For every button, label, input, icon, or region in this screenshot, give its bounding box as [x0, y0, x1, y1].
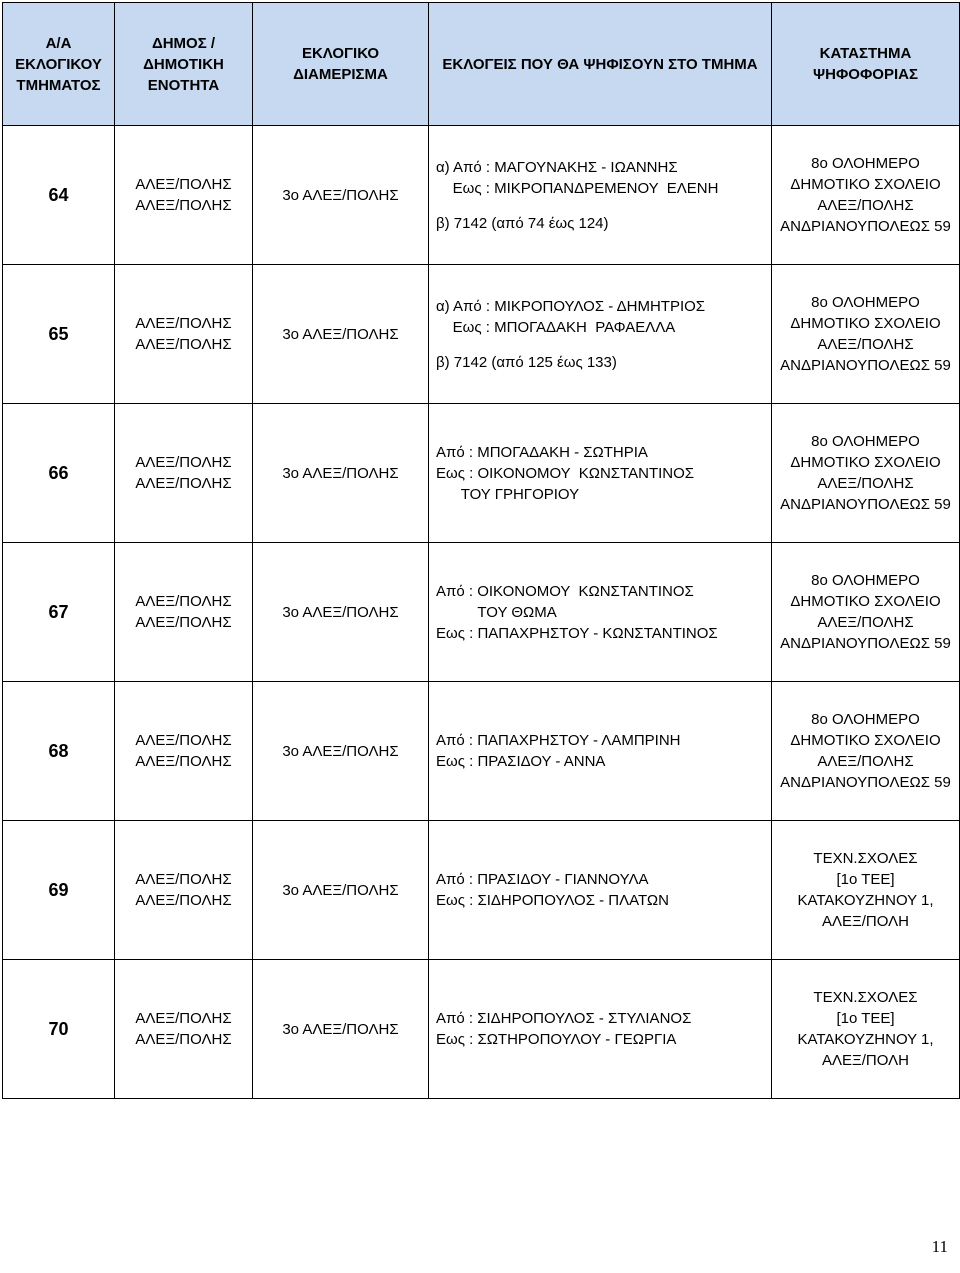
header-text: ΔΙΑΜΕΡΙΣΜΑ	[293, 66, 388, 83]
voters-line: α) Από : ΜΑΓΟΥΝΑΚΗΣ - ΙΩΑΝΝΗΣ	[436, 158, 678, 176]
voters-line: Εως : ΜΠΟΓΑΔΑΚΗ ΡΑΦΑΕΛΛΑ	[436, 318, 676, 336]
voters-line: Από : ΠΑΠΑΧΡΗΣΤΟΥ - ΛΑΜΠΡΙΝΗ	[436, 732, 681, 749]
electoral-district: 3ο ΑΛΕΞ/ΠΟΛΗΣ	[253, 960, 429, 1099]
voters-line: Εως : ΠΡΑΣΙΔΟΥ - ΑΝΝΑ	[436, 753, 606, 770]
polling-station-line: ΑΛΕΞ/ΠΟΛΗ	[821, 1052, 910, 1069]
polling-station-line: ΑΝΔΡΙΑΝΟΥΠΟΛΕΩΣ 59	[780, 218, 951, 235]
electoral-district: 3ο ΑΛΕΞ/ΠΟΛΗΣ	[253, 821, 429, 960]
section-number: 70	[3, 960, 115, 1099]
polling-station	[772, 682, 960, 821]
polling-station-line: ΚΑΤΑΚΟΥΖΗΝΟΥ 1,	[797, 892, 934, 909]
municipality-line: ΑΛΕΞ/ΠΟΛΗΣ	[135, 176, 232, 193]
municipality-cell	[115, 404, 253, 543]
section-number: 68	[3, 682, 115, 821]
municipality-line: ΑΛΕΞ/ΠΟΛΗΣ	[135, 892, 232, 909]
municipality-line: ΑΛΕΞ/ΠΟΛΗΣ	[135, 1031, 232, 1048]
header-text: ΕΚΛΟΓΙΚΟ	[301, 45, 380, 62]
polling-station-line: ΑΛΕΞ/ΠΟΛΗΣ	[817, 336, 914, 353]
voters-line: Από : ΣΙΔΗΡΟΠΟΥΛΟΣ - ΣΤΥΛΙΑΝΟΣ	[436, 1010, 692, 1027]
voters-line: ΤΟΥ ΘΩΜΑ	[436, 603, 557, 621]
electoral-district: 3ο ΑΛΕΞ/ΠΟΛΗΣ	[253, 543, 429, 682]
polling-station-line: ΔΗΜΟΤΙΚΟ ΣΧΟΛΕΙΟ	[790, 732, 941, 749]
municipality-line: ΑΛΕΞ/ΠΟΛΗΣ	[135, 315, 232, 332]
table-row	[3, 126, 960, 265]
municipality-line: ΑΛΕΞ/ΠΟΛΗΣ	[135, 336, 232, 353]
header-row	[3, 3, 960, 126]
polling-stations-table	[2, 2, 960, 1099]
municipality-cell	[115, 682, 253, 821]
voters-range	[429, 543, 772, 682]
polling-station-line: 8ο ΟΛΟΗΜΕΡΟ	[811, 711, 920, 728]
voters-line: Εως : ΠΑΠΑΧΡΗΣΤΟΥ - ΚΩΝΣΤΑΝΤΙΝΟΣ	[436, 624, 718, 642]
polling-station-line: [1ο ΤΕΕ]	[836, 871, 895, 888]
header-text: ΨΗΦΟΦΟΡΙΑΣ	[813, 66, 918, 83]
municipality-cell	[115, 960, 253, 1099]
polling-station-line: ΤΕΧΝ.ΣΧΟΛΕΣ	[813, 989, 918, 1006]
header-text: ΚΑΤΑΣΤΗΜΑ	[819, 45, 912, 62]
header-text: ΕΝΟΤΗΤΑ	[147, 76, 220, 94]
voters-line: Από : ΟΙΚΟΝΟΜΟΥ ΚΩΝΣΤΑΝΤΙΝΟΣ	[436, 582, 694, 600]
header-text: ΤΜΗΜΑΤΟΣ	[16, 76, 101, 94]
electoral-district: 3ο ΑΛΕΞ/ΠΟΛΗΣ	[253, 682, 429, 821]
section-number: 65	[3, 265, 115, 404]
polling-station-line: ΑΝΔΡΙΑΝΟΥΠΟΛΕΩΣ 59	[780, 357, 951, 374]
polling-station-line: ΑΝΔΡΙΑΝΟΥΠΟΛΕΩΣ 59	[780, 496, 951, 513]
polling-station-line: ΑΛΕΞ/ΠΟΛΗΣ	[817, 614, 914, 631]
section-number: 67	[3, 543, 115, 682]
voters-range	[429, 265, 772, 404]
municipality-line: ΑΛΕΞ/ΠΟΛΗΣ	[135, 454, 232, 471]
voters-range	[429, 821, 772, 960]
voters-line: Εως : ΣΙΔΗΡΟΠΟΥΛΟΣ - ΠΛΑΤΩΝ	[436, 892, 669, 909]
polling-station-line: ΑΝΔΡΙΑΝΟΥΠΟΛΕΩΣ 59	[780, 635, 951, 652]
polling-station-line: ΔΗΜΟΤΙΚΟ ΣΧΟΛΕΙΟ	[790, 315, 941, 332]
polling-station-line: 8ο ΟΛΟΗΜΕΡΟ	[811, 294, 920, 311]
polling-station-line: ΑΛΕΞ/ΠΟΛΗΣ	[817, 475, 914, 492]
header-voters	[429, 3, 772, 126]
table-row	[3, 821, 960, 960]
polling-station-line: 8ο ΟΛΟΗΜΕΡΟ	[811, 433, 920, 450]
municipality-line: ΑΛΕΞ/ΠΟΛΗΣ	[135, 753, 232, 770]
header-municipality	[115, 3, 253, 126]
header-text: ΕΚΛΟΓΙΚΟΥ	[15, 55, 102, 73]
electoral-district: 3ο ΑΛΕΞ/ΠΟΛΗΣ	[253, 265, 429, 404]
section-number: 64	[3, 126, 115, 265]
voters-line: Εως : ΜΙΚΡΟΠΑΝΔΡΕΜΕΝΟΥ ΕΛΕΝΗ	[436, 179, 719, 197]
header-text: Α/Α	[45, 34, 72, 52]
table-row	[3, 682, 960, 821]
municipality-cell	[115, 265, 253, 404]
polling-station-line: 8ο ΟΛΟΗΜΕΡΟ	[811, 572, 920, 589]
polling-station-line: 8ο ΟΛΟΗΜΕΡΟ	[811, 155, 920, 172]
section-number: 66	[3, 404, 115, 543]
municipality-line: ΑΛΕΞ/ΠΟΛΗΣ	[135, 593, 232, 610]
header-text: ΔΗΜΟΣ /	[151, 34, 216, 52]
municipality-line: ΑΛΕΞ/ΠΟΛΗΣ	[135, 1010, 232, 1027]
polling-station	[772, 960, 960, 1099]
polling-station	[772, 821, 960, 960]
municipality-line: ΑΛΕΞ/ΠΟΛΗΣ	[135, 871, 232, 888]
table-row	[3, 404, 960, 543]
voters-line: β) 7142 (από 74 έως 124)	[436, 214, 609, 232]
header-electoral-district	[253, 3, 429, 126]
polling-station	[772, 265, 960, 404]
voters-range	[429, 404, 772, 543]
voters-range	[429, 682, 772, 821]
voters-line: Από : ΠΡΑΣΙΔΟΥ - ΓΙΑΝΝΟΥΛΑ	[436, 871, 649, 888]
polling-station	[772, 543, 960, 682]
table-row	[3, 265, 960, 404]
municipality-line: ΑΛΕΞ/ΠΟΛΗΣ	[135, 732, 232, 749]
polling-station-line: ΤΕΧΝ.ΣΧΟΛΕΣ	[813, 850, 918, 867]
header-text: ΔΗΜΟΤΙΚΗ	[143, 55, 224, 73]
polling-station-line: ΑΛΕΞ/ΠΟΛΗΣ	[817, 197, 914, 214]
municipality-line: ΑΛΕΞ/ΠΟΛΗΣ	[135, 614, 232, 631]
voters-line: Εως : ΣΩΤΗΡΟΠΟΥΛΟΥ - ΓΕΩΡΓΙΑ	[436, 1031, 677, 1048]
polling-station-line: ΑΝΔΡΙΑΝΟΥΠΟΛΕΩΣ 59	[780, 774, 951, 791]
voters-line: β) 7142 (από 125 έως 133)	[436, 353, 617, 371]
polling-station-line: ΑΛΕΞ/ΠΟΛΗΣ	[817, 753, 914, 770]
header-polling-station	[772, 3, 960, 126]
municipality-cell	[115, 821, 253, 960]
voters-range	[429, 960, 772, 1099]
polling-station-line: ΔΗΜΟΤΙΚΟ ΣΧΟΛΕΙΟ	[790, 176, 941, 193]
polling-station-line: ΔΗΜΟΤΙΚΟ ΣΧΟΛΕΙΟ	[790, 454, 941, 471]
voters-range	[429, 126, 772, 265]
municipality-cell	[115, 543, 253, 682]
municipality-cell	[115, 126, 253, 265]
section-number: 69	[3, 821, 115, 960]
municipality-line: ΑΛΕΞ/ΠΟΛΗΣ	[135, 475, 232, 492]
polling-station-line: ΔΗΜΟΤΙΚΟ ΣΧΟΛΕΙΟ	[790, 593, 941, 610]
table-row	[3, 543, 960, 682]
polling-station-line: [1ο ΤΕΕ]	[836, 1010, 895, 1027]
polling-station	[772, 126, 960, 265]
electoral-district: 3ο ΑΛΕΞ/ΠΟΛΗΣ	[253, 126, 429, 265]
voters-line: Εως : ΟΙΚΟΝΟΜΟΥ ΚΩΝΣΤΑΝΤΙΝΟΣ	[436, 464, 695, 482]
voters-line: Από : ΜΠΟΓΑΔΑΚΗ - ΣΩΤΗΡΙΑ	[436, 443, 648, 461]
page-number: 11	[931, 1237, 948, 1256]
polling-station-line: ΑΛΕΞ/ΠΟΛΗ	[821, 913, 910, 930]
polling-station-line: ΚΑΤΑΚΟΥΖΗΝΟΥ 1,	[797, 1031, 934, 1048]
header-section-number	[3, 3, 115, 126]
header-text: ΕΚΛΟΓΕΙΣ ΠΟΥ ΘΑ ΨΗΦΙΣΟΥΝ ΣΤΟ ΤΜΗΜΑ	[442, 55, 758, 73]
voters-line: α) Από : ΜΙΚΡΟΠΟΥΛΟΣ - ΔΗΜΗΤΡΙΟΣ	[436, 297, 706, 315]
electoral-district: 3ο ΑΛΕΞ/ΠΟΛΗΣ	[253, 404, 429, 543]
polling-station	[772, 404, 960, 543]
municipality-line: ΑΛΕΞ/ΠΟΛΗΣ	[135, 197, 232, 214]
table-row	[3, 960, 960, 1099]
voters-line: ΤΟΥ ΓΡΗΓΟΡΙΟΥ	[436, 485, 580, 503]
